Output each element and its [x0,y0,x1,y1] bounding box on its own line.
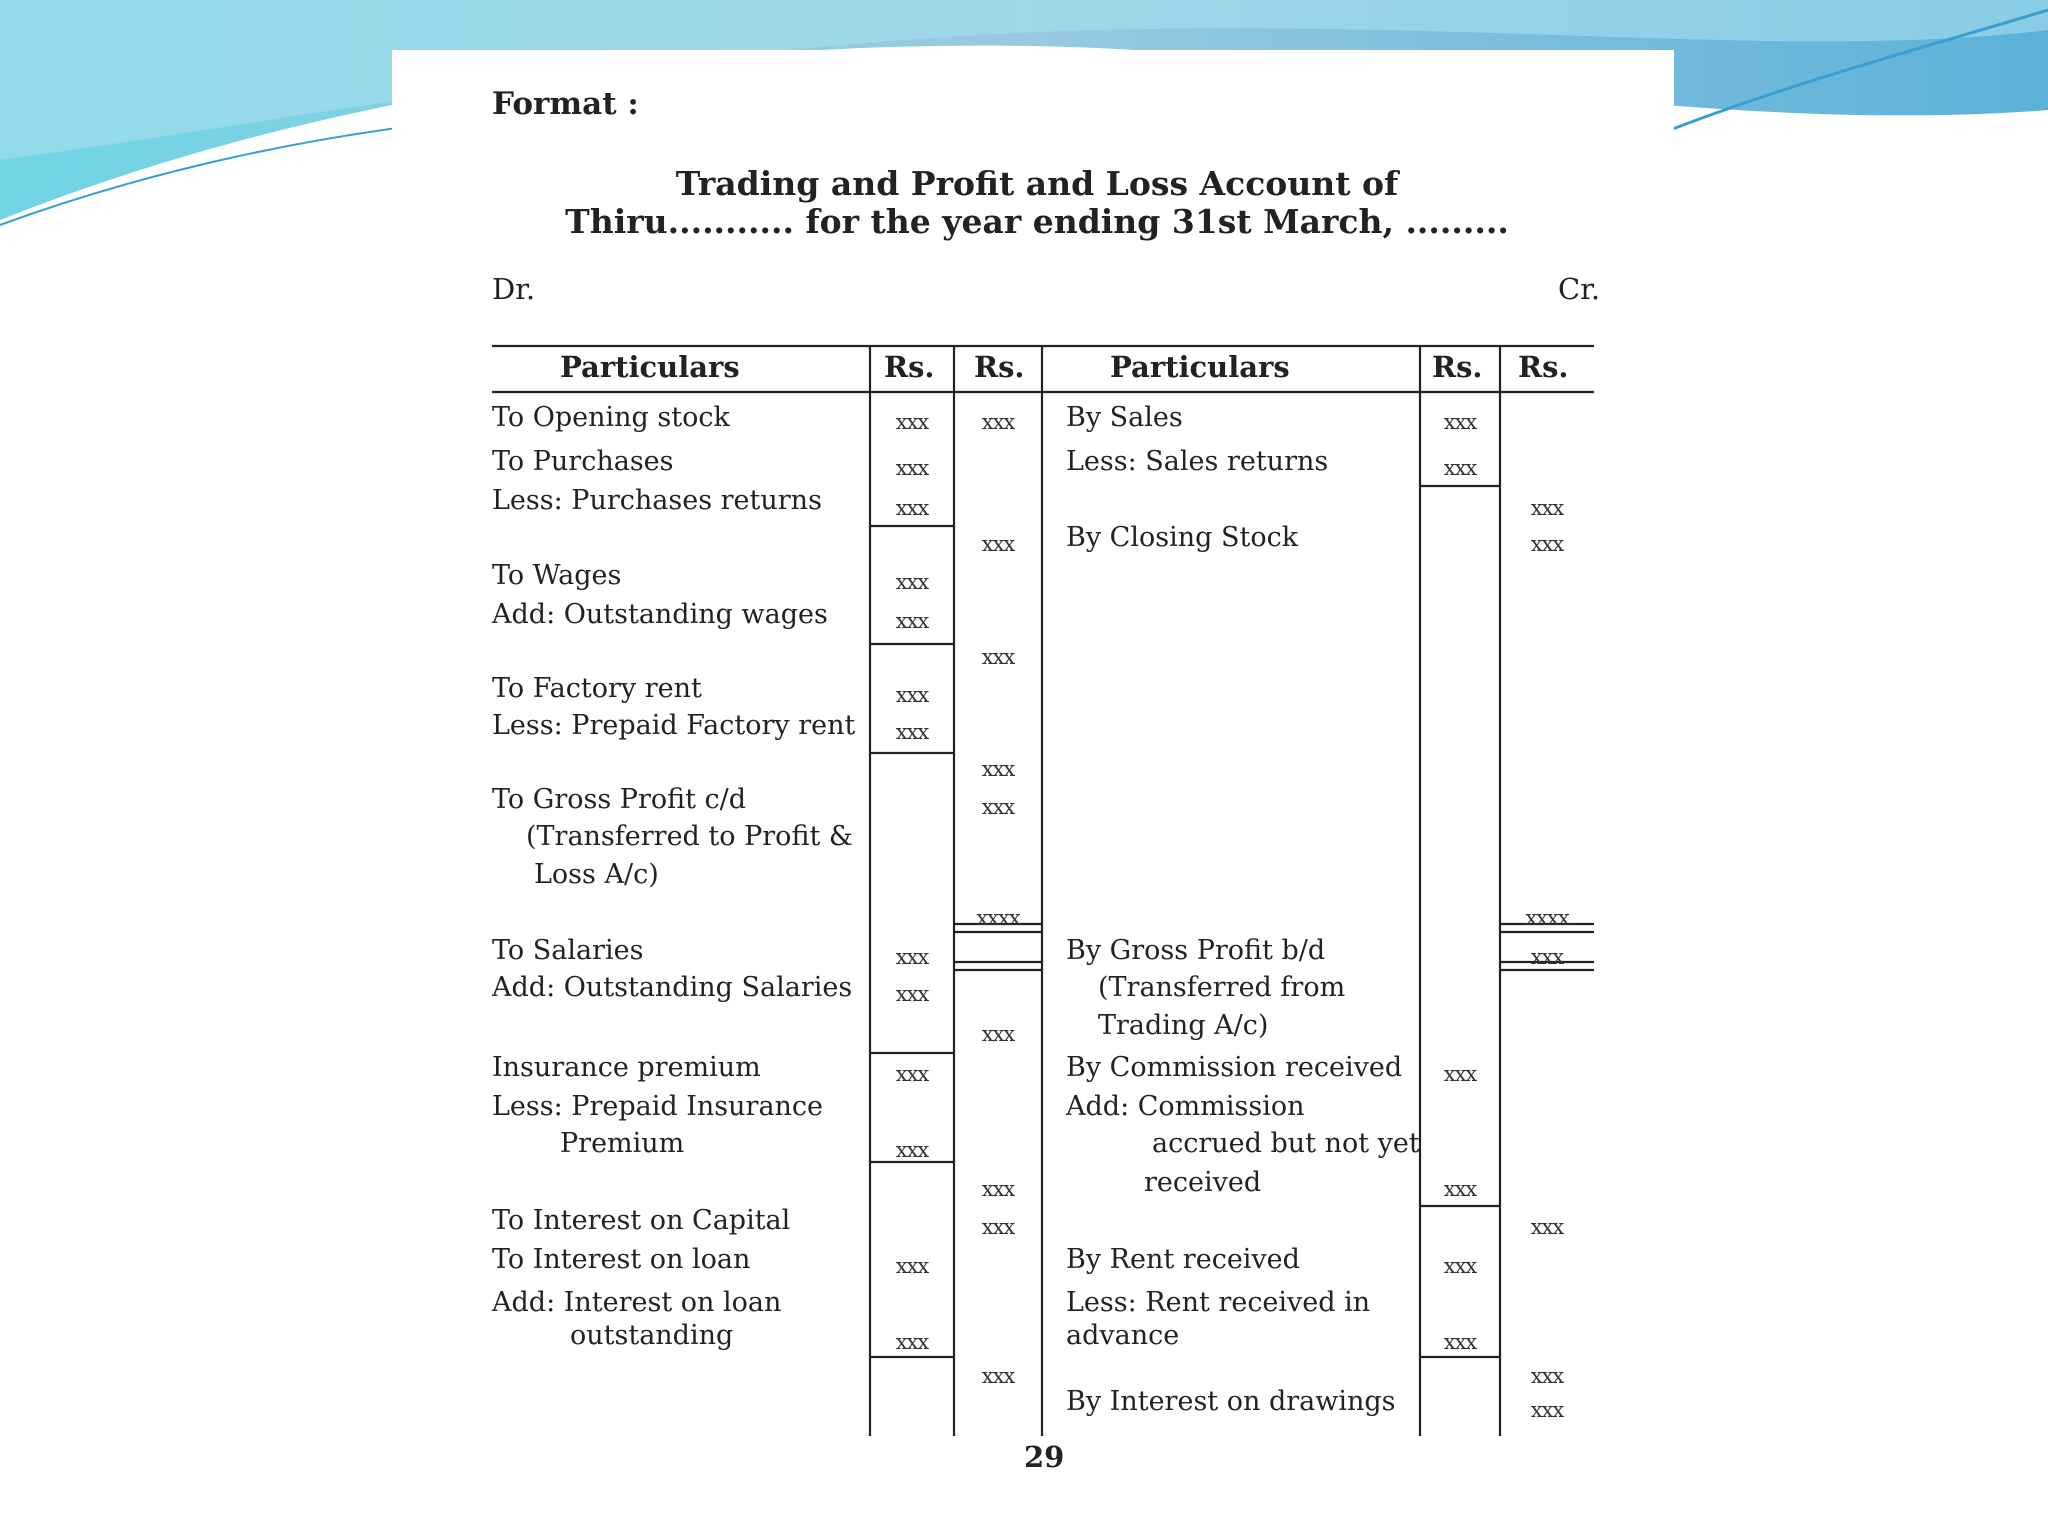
document-page [392,50,1674,1490]
amount-placeholder: xxx [1530,1215,1564,1239]
credit-entry-row: received [1144,1167,1262,1198]
page-number: 29 [1024,1440,1065,1474]
amount-placeholder: xxx [895,456,929,480]
credit-entry-row: Less: Rent received in [1066,1287,1371,1318]
credit-entry-row: By Gross Profit b/d [1066,935,1326,966]
amount-placeholder: xxx [981,1215,1015,1239]
debit-entry-row: To Purchases [492,446,674,477]
debit-entry-row: Premium [560,1128,685,1159]
debit-entry-row: Less: Prepaid Insurance [492,1091,824,1122]
debit-entry-row: Loss A/c) [534,859,659,890]
debit-rs-header-2: Rs. [974,350,1025,384]
debit-entry-row: outstanding [570,1320,734,1351]
credit-label: Cr. [1558,272,1601,306]
debit-entry-row: Less: Prepaid Factory rent [492,710,856,741]
debit-entry-row: To Wages [492,560,622,591]
debit-label: Dr. [492,272,536,306]
amount-placeholder: xxx [981,1364,1015,1388]
credit-entry-row: Trading A/c) [1098,1010,1269,1041]
amount-placeholder: xxx [981,645,1015,669]
amount-placeholder: xxx [895,570,929,594]
debit-particulars-header: Particulars [560,350,740,384]
amount-placeholder: xxx [981,795,1015,819]
amount-placeholder: xxx [895,1138,929,1162]
amount-placeholder: xxx [981,757,1015,781]
amount-placeholder: xxx [981,410,1015,434]
account-title-line2: Thiru........... for the year ending 31st March, ......... [565,202,1509,241]
credit-entry-row: By Rent received [1066,1244,1300,1275]
amount-placeholder: xxx [895,982,929,1006]
amount-placeholder: xxx [1443,456,1477,480]
amount-placeholder: xxx [1530,1364,1564,1388]
debit-rs-header-1: Rs. [884,350,935,384]
amount-placeholder: xxx [895,410,929,434]
credit-entry-row: Add: Commission [1066,1091,1305,1122]
amount-placeholder: xxx [1530,1398,1564,1422]
amount-placeholder: xxxx [1525,906,1569,930]
debit-entry-row: To Gross Profit c/d [492,784,747,815]
amount-placeholder: xxx [895,1254,929,1278]
credit-rs-header-2: Rs. [1518,350,1569,384]
amount-placeholder: xxx [981,532,1015,556]
debit-entry-row: Add: Outstanding Salaries [492,972,853,1003]
debit-entry-row: To Factory rent [492,673,702,704]
amount-placeholder: xxx [1443,410,1477,434]
amount-placeholder: xxx [895,945,929,969]
debit-entry-row: Less: Purchases returns [492,485,822,516]
amount-placeholder: xxx [1443,1330,1477,1354]
amount-placeholder: xxx [1530,496,1564,520]
account-title-line1: Trading and Profit and Loss Account of [675,164,1399,203]
credit-entry-row: By Closing Stock [1066,522,1299,553]
amount-placeholder: xxx [981,1022,1015,1046]
debit-entry-row: Add: Interest on loan [492,1287,782,1318]
debit-entry-row: To Interest on Capital [492,1205,791,1236]
debit-entry-row: Insurance premium [492,1052,761,1083]
amount-placeholder: xxx [895,609,929,633]
amount-placeholder: xxx [895,720,929,744]
amount-placeholder: xxx [895,683,929,707]
amount-placeholder: xxx [1530,532,1564,556]
amount-placeholder: xxx [895,1330,929,1354]
amount-placeholder: xxx [895,496,929,520]
debit-entry-row: To Salaries [492,935,644,966]
debit-entry-row: Add: Outstanding wages [492,599,828,630]
credit-entry-row: By Interest on drawings [1066,1386,1396,1417]
amount-placeholder: xxx [1443,1177,1477,1201]
credit-entry-row: Less: Sales returns [1066,446,1329,477]
credit-entry-row: advance [1066,1320,1180,1351]
credit-rs-header-1: Rs. [1432,350,1483,384]
amount-placeholder: xxxx [976,906,1020,930]
credit-entry-row: By Sales [1066,402,1183,433]
credit-entry-row: (Transferred from [1098,972,1346,1003]
amount-placeholder: xxx [1443,1254,1477,1278]
amount-placeholder: xxx [1443,1062,1477,1086]
debit-entry-row: To Opening stock [492,402,730,433]
debit-entry-row: (Transferred to Profit & [526,821,853,852]
format-heading: Format : [492,86,639,122]
amount-placeholder: xxx [895,1062,929,1086]
credit-entry-row: accrued but not yet [1152,1128,1420,1159]
amount-placeholder: xxx [981,1177,1015,1201]
amount-placeholder: xxx [1530,945,1564,969]
debit-entry-row: To Interest on loan [492,1244,751,1275]
credit-entry-row: By Commission received [1066,1052,1403,1083]
credit-particulars-header: Particulars [1110,350,1290,384]
